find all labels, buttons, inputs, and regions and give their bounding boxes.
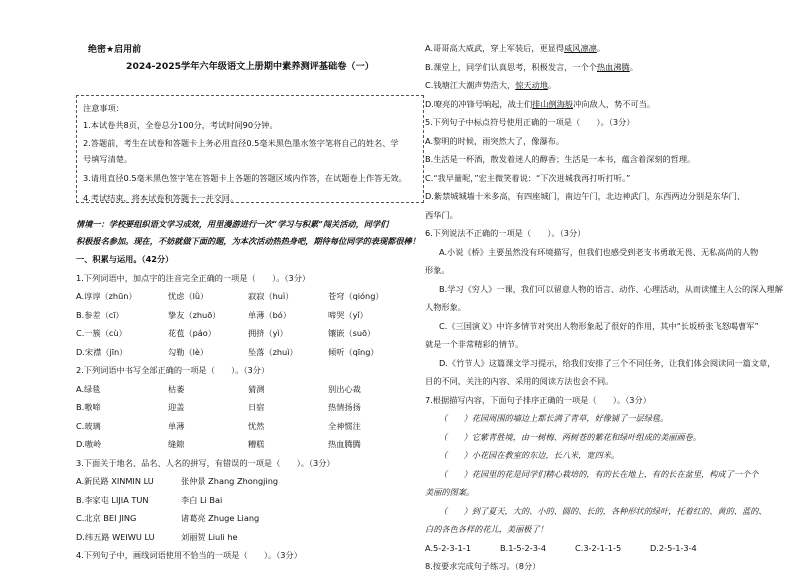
- right-content: [425, 39, 783, 576]
- page-title: 2024-2025学年六年级语文上册期中素养测评基础卷（一）: [126, 61, 374, 72]
- option-cell: 缝隙: [168, 439, 185, 449]
- question-6-options: [425, 243, 783, 391]
- question-2-options: [76, 380, 426, 454]
- option-text: 。: [547, 80, 557, 90]
- option-line: [425, 95, 775, 114]
- confidential-label: 绝密★启用前: [88, 45, 142, 55]
- question-3-options: [76, 472, 426, 546]
- q3-row: [76, 472, 426, 491]
- option-cell: A.绿毯: [76, 383, 101, 394]
- option-cell: 刘丽贺 Liuli he: [181, 531, 238, 542]
- text-line: D.《竹节人》这篇课文学习提示，给我们安排了三个不同任务，让我们体会阅读同一篇文章，: [439, 357, 776, 368]
- q1-row: [76, 306, 426, 325]
- question-4-options: [425, 39, 775, 113]
- text-line: 白的各色各样的花儿，美丽极了！: [425, 524, 548, 534]
- option-cell: C.玻璃: [76, 420, 101, 431]
- text-line: 人物形象。: [425, 302, 466, 312]
- text-line: 目的不同，关注的内容、采用的阅读方法也会不同。: [425, 376, 614, 386]
- notice-heading: 注意事项：: [83, 103, 124, 113]
- option-cell: D.2-5-1-3-4: [650, 542, 697, 553]
- option-cell: 糟糕: [248, 439, 265, 449]
- option-cell: C.3-2-1-1-5: [575, 542, 622, 553]
- option-cell: B.嗷啼: [76, 402, 101, 412]
- text-line: 美丽的图案。: [425, 487, 475, 497]
- option-cell: B.李家屯 LIJIA TUN: [76, 494, 149, 505]
- text-line: （ ）花园里的花是同学们精心栽培的，有的长在地上，有的长在盆里，构成了一个个: [439, 468, 759, 479]
- option-cell: 日宿: [248, 402, 265, 412]
- text-line: D.紫禁城城墙十米多高，有四座城门，南边午门，北边神武门，东西两边分别是东华门、: [425, 191, 746, 201]
- option-cell: 李白 Li Bai: [181, 494, 223, 505]
- notice-item: 1.本试卷共8页，全卷总分100分，考试时间90分钟。: [83, 120, 278, 130]
- notice-box: [76, 95, 424, 203]
- text-line: C.《三国演义》中许多情节对突出人物形象起了很好的作用，其中“长坂桥张飞怒喝曹军”: [439, 320, 759, 331]
- option-cell: 全神惯注: [328, 420, 361, 431]
- q2-row: [76, 417, 426, 436]
- question-2-stem: 2.下列词语中书写全部正确的一项是（ ）。（3分）: [76, 365, 270, 375]
- option-cell: 热血腾腾: [328, 439, 361, 449]
- text-line: A.小说《桥》主要虽然没有环境描写，但我们也感受到老支书勇敢无畏、无私高尚的人物: [439, 246, 759, 257]
- option-cell: 别出心裁: [328, 383, 361, 394]
- option-cell: 镶嵌（suō）: [328, 328, 376, 338]
- text-line: 形象。: [425, 265, 450, 275]
- question-1-stem: 1.下列词语中，加点字的注音完全正确的一项是（ ）。（3分）: [76, 272, 311, 283]
- option-cell: 勾勒（lè）: [168, 346, 209, 357]
- option-text: B.课堂上，同学们认真思考，积极发言，一个个: [425, 61, 597, 72]
- option-cell: 猜测: [248, 383, 265, 394]
- question-1-options: [76, 287, 426, 361]
- option-cell: C.一簇（cù）: [76, 328, 127, 338]
- q2-row: [76, 435, 426, 454]
- section-1: [76, 250, 426, 565]
- text-line: （ ）到了夏天，大的、小的、圆的、长的，各种形状的绿叶，托着红的、黄的、蓝的、: [439, 505, 767, 516]
- option-cell: 热情扬扬: [328, 402, 361, 412]
- option-line: [425, 39, 775, 58]
- option-cell: B.参差（cī）: [76, 309, 124, 320]
- q2-row: [76, 398, 426, 417]
- option-cell: 单薄: [168, 420, 185, 431]
- underlined-phrase: 惊天动地: [515, 80, 548, 90]
- question-7-stem: 7.根据描写内容，下面句子排序正确的一项是（ ）。（3分）: [425, 394, 651, 405]
- text-line: （ ）小花园在教室的东边，长八米，宽四米。: [439, 450, 620, 460]
- option-cell: 寂寂（huì）: [248, 291, 294, 301]
- option-text: D.嘹亮的冲锋号响起，战士们: [425, 98, 533, 109]
- option-cell: D.宋襟（jīn）: [76, 346, 128, 357]
- option-cell: A.谆谆（zhūn）: [76, 291, 137, 301]
- underlined-phrase: 威风凛凛: [564, 43, 597, 53]
- question-7-options: [425, 539, 775, 558]
- text-line: （ ）它紫青胜境，由一树梅、两树苍的紫花和绿叶组成的美丽画卷。: [439, 431, 702, 442]
- option-cell: 坠落（zhuì）: [248, 346, 298, 357]
- option-text: 。: [596, 43, 606, 53]
- text-line: （ ）花园周围的墙边上都长满了青草，好像铺了一层绿毯。: [439, 413, 669, 423]
- q3-row: [76, 491, 426, 510]
- question-7-sentences: [425, 409, 775, 539]
- notice-item: 4.考试结束，将本试卷和答题卡一并交回。: [83, 192, 239, 203]
- option-cell: 忧然: [248, 420, 265, 431]
- notice-item: 3.请用直径0.5毫米黑色签字笔在答题卡上各题的答题区域内作答，在试题卷上作答无效。: [83, 173, 407, 183]
- option-cell: D.嗷岭: [76, 439, 102, 449]
- text-line: B.生活是一杯酒，散发着迷人的醇香；生活是一本书，蕴含着深刻的哲理。: [425, 154, 696, 164]
- option-cell: D.纬五路 WEIWU LU: [76, 531, 155, 542]
- option-cell: 挚友（zhuō）: [168, 309, 221, 320]
- text-line: 西华门。: [425, 209, 458, 220]
- option-cell: 单薄（bó）: [248, 309, 291, 320]
- notice-item: 2.答题前，考生在试卷和答题卡上务必用直径0.5毫米黑色墨水签字笔将自己的姓名、学: [83, 137, 399, 148]
- underlined-phrase: 热血沸腾: [596, 61, 630, 72]
- option-cell: 拥挤（yì）: [248, 328, 288, 338]
- option-cell: C.北京 BEI JING: [76, 513, 137, 523]
- option-line: [425, 76, 775, 95]
- question-8-stem: 8.按要求完成句子练习。（8分）: [425, 561, 541, 571]
- scenario-intro: [76, 216, 426, 250]
- option-text: A.哥哥高大威武，穿上军装后，更显得: [425, 43, 565, 53]
- option-cell: 花苞（páo）: [168, 328, 216, 338]
- q1-row: [76, 324, 426, 343]
- question-3-stem: 3.下面关于地名、品名、人名的拼写，有错误的一项是（ ）。（3分）: [76, 457, 335, 468]
- option-cell: B.1-5-2-3-4: [500, 542, 547, 553]
- q1-row: [76, 343, 426, 362]
- q3-row: [76, 509, 426, 528]
- option-text: 冲向敌人，势不可当。: [573, 98, 656, 109]
- text-line: C.“我早量呢，”宏主微笑着说：“下次进城我再打听打听。”: [425, 172, 631, 183]
- option-cell: 苍穹（qióng）: [328, 291, 384, 301]
- option-text: 。: [629, 61, 638, 72]
- option-text: C.钱塘江大潮声势浩大，: [425, 80, 516, 90]
- q3-row: [76, 528, 426, 547]
- question-6-stem: 6.下列说法不正确的一项是（ ）。（3分）: [425, 228, 586, 238]
- option-cell: 迎盖: [168, 402, 185, 412]
- option-cell: A.新民路 XINMIN LU: [76, 476, 154, 486]
- question-5-stem: 5.下列句子中标点符号使用正确的一项是（ ）。（3分）: [425, 117, 635, 127]
- intro-line: 情境一：学校要组织语文学习成效，用里漫游进行一次“学习与积累”闯关活动，同学们: [76, 219, 389, 229]
- section-heading: 一、积累与运用。（42分）: [76, 254, 174, 264]
- underlined-phrase: 排山倒海般: [532, 98, 574, 109]
- option-cell: 忧虑（lǜ）: [168, 291, 209, 301]
- option-line: [425, 58, 775, 77]
- option-cell: 诸葛亮 Zhuge Liang: [181, 513, 260, 523]
- intro-line: 积极报名参加。现在，不妨就做下面的题，为本次活动热热身吧，期待每位同学的表现都很棒！: [76, 236, 420, 246]
- question-5-options: [425, 132, 775, 225]
- notice-item: 号填写清楚。: [83, 153, 133, 164]
- text-line: B.学习《穷人》一课，我们可以留意人物的语言、动作、心理活动，从而读懂主人公的深入理解: [439, 283, 783, 294]
- option-cell: A.5-2-3-1-1: [425, 542, 471, 553]
- question-4-stem: 4.下列句子中，画线词语使用不恰当的一项是（ ）。（3分）: [76, 550, 302, 560]
- option-cell: 枯萎: [168, 383, 185, 394]
- option-cell: 啼哭（yǐ）: [328, 309, 368, 320]
- text-line: 就是一个非常精彩的情节。: [425, 339, 524, 349]
- option-cell: 倾听（qīng）: [328, 346, 379, 357]
- q2-row: [76, 380, 426, 399]
- text-line: A.黎明的时候，雨突然大了，像瀑布。: [425, 135, 565, 146]
- q1-row: [76, 287, 426, 306]
- option-cell: 张仲景 Zhang Zhongjing: [181, 476, 279, 486]
